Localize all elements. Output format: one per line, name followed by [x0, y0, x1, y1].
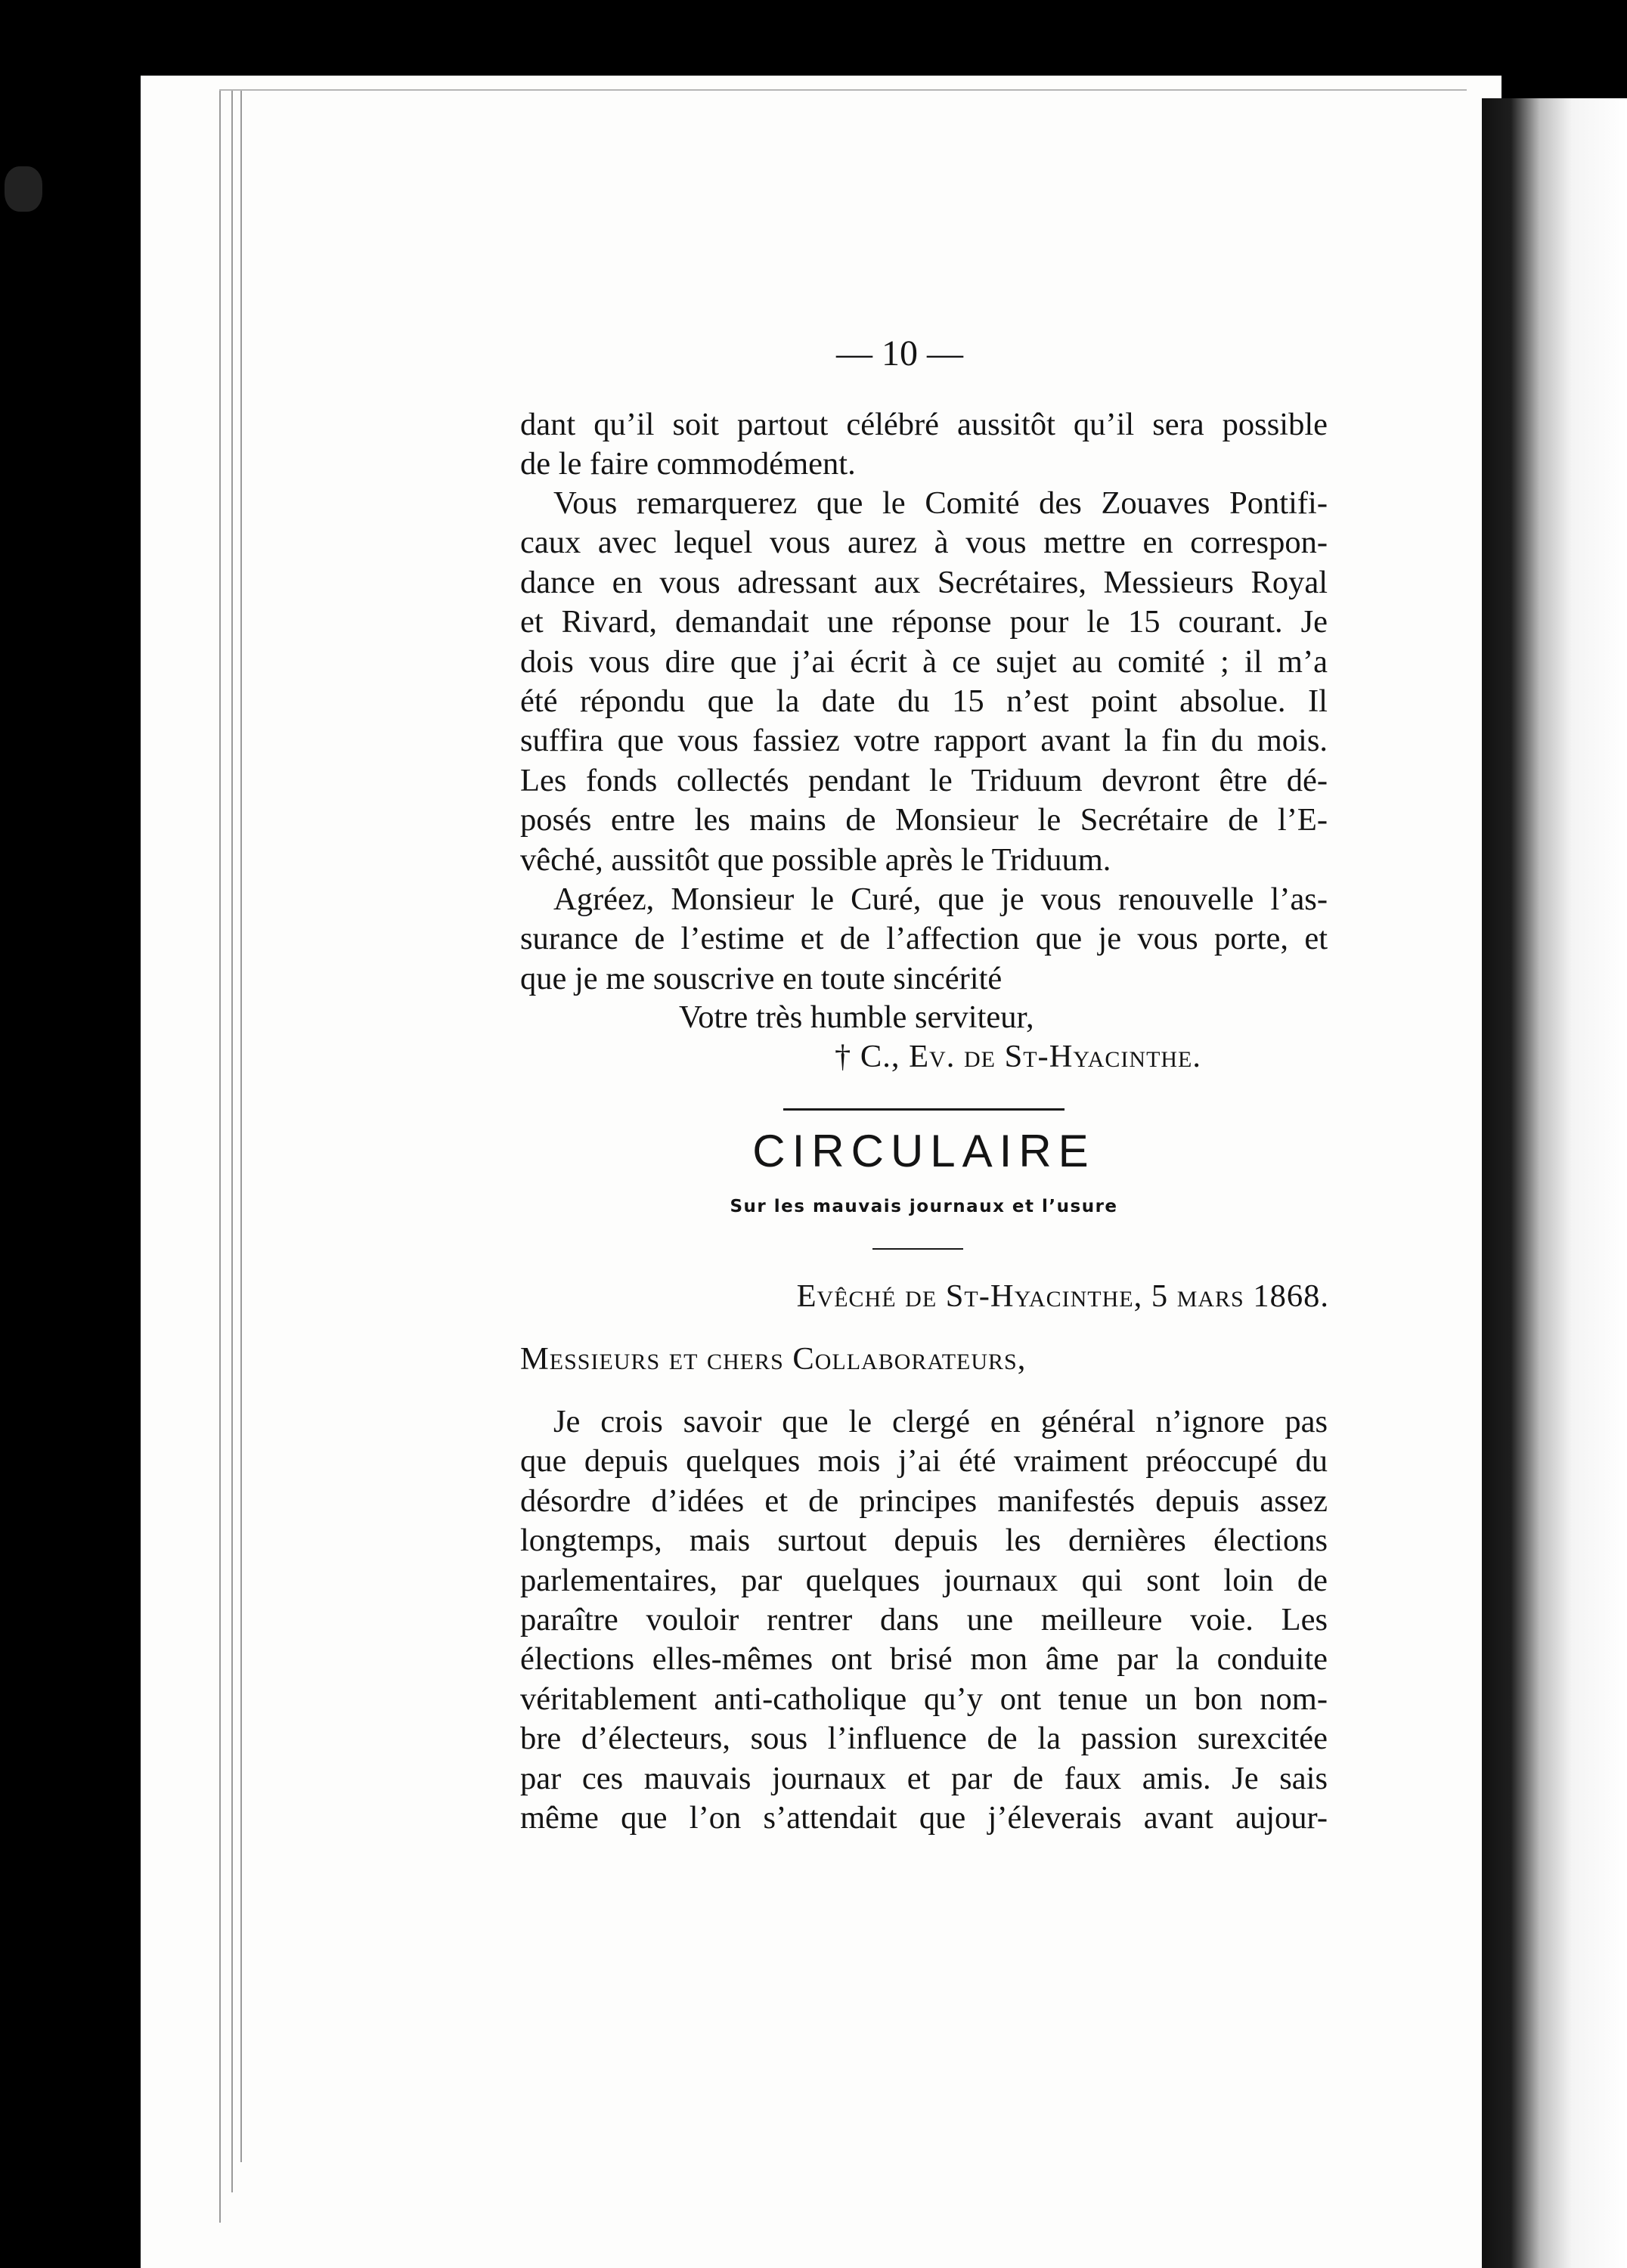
text-line: dant qu’il soit partout célébré aussitôt qu’il sera possible [520, 407, 1328, 442]
page-edge-left-2 [231, 91, 233, 2192]
text-line: élections elles-mêmes ont brisé mon âme par la conduite [520, 1641, 1328, 1678]
text-line: suffira que vous fassiez votre rapport avant la fin du mois. [520, 723, 1328, 759]
text-line: de le faire commodément. [520, 446, 856, 482]
text-line: caux avec lequel vous aurez à vous mettre en correspon- [520, 525, 1328, 561]
page-edge-left-3 [240, 91, 242, 2162]
section-divider-top [783, 1108, 1065, 1111]
text-line: véritablement anti-catholique qu’y ont tenue un bon nom- [520, 1681, 1328, 1717]
page-number: — 10 — [836, 333, 963, 373]
text-line: que je me souscrive en toute sincérité [520, 960, 1003, 996]
scan-speck [5, 166, 42, 212]
text-line: paraître vouloir rentrer dans une meilleure voie. Les [520, 1601, 1328, 1637]
text-line: et Rivard, demandait une réponse pour le 15 courant. Je [520, 604, 1328, 640]
text-line: Vous remarquerez que le Comité des Zouaves Pontifi- [553, 485, 1328, 521]
text-line: que depuis quelques mois j’ai été vraiment préoccupé du [520, 1443, 1328, 1479]
dateline: Evêché de St-Hyacinthe, 5 mars 1868. [796, 1278, 1329, 1314]
text-line: vêché, aussitôt que possible après le Triduum. [520, 841, 1111, 878]
paragraph-circular-body [520, 1402, 1328, 1838]
binding-shadow [1482, 98, 1627, 2268]
text-line: surance de l’estime et de l’affection que je vous porte, et [520, 921, 1328, 957]
text-line: dance en vous adressant aux Secrétaires, Messieurs Royal [520, 564, 1328, 600]
paragraph-continuation [520, 405, 1328, 485]
salutation: Messieurs et chers Collaborateurs, [520, 1341, 1027, 1377]
text-line: parlementaires, par quelques journaux qui sont loin de [520, 1562, 1328, 1598]
text-line: dois vous dire que j’ai écrit à ce sujet au comité ; il m’a [520, 643, 1328, 680]
text-line: désordre d’idées et de principes manifestés depuis assez [520, 1483, 1328, 1519]
text-line: bre d’électeurs, sous l’influence de la passion surexcitée [520, 1721, 1328, 1757]
circular-subtitle: Sur les mauvais journaux et l’usure [730, 1197, 1118, 1216]
page-edge-left-1 [219, 91, 221, 2223]
circular-title: CIRCULAIRE [752, 1126, 1096, 1176]
text-line: longtemps, mais surtout depuis les dernières élections [520, 1523, 1328, 1559]
paragraph-zouaves [520, 484, 1328, 880]
paragraph-agreez [520, 880, 1328, 999]
text-line: par ces mauvais journaux et par de faux amis. Je sais [520, 1760, 1328, 1796]
signature: † C., Ev. de St-Hyacinthe. [835, 1039, 1202, 1074]
section-divider-bottom [872, 1248, 963, 1250]
text-line: Les fonds collectés pendant le Triduum devront être dé- [520, 762, 1328, 798]
text-line: même que l’on s’attendait que j’éleverais avant aujour- [520, 1799, 1328, 1836]
text-line: Agréez, Monsieur le Curé, que je vous renouvelle l’as- [553, 881, 1328, 917]
text-line: Je crois savoir que le clergé en général n’ignore pas [553, 1404, 1328, 1439]
text-line: été répondu que la date du 15 n’est point absolue. Il [520, 683, 1328, 719]
closing-formula: Votre très humble serviteur, [679, 999, 1034, 1035]
text-line: posés entre les mains de Monsieur le Secrétaire de l’E- [520, 802, 1328, 838]
page-edge-top [219, 89, 1467, 91]
